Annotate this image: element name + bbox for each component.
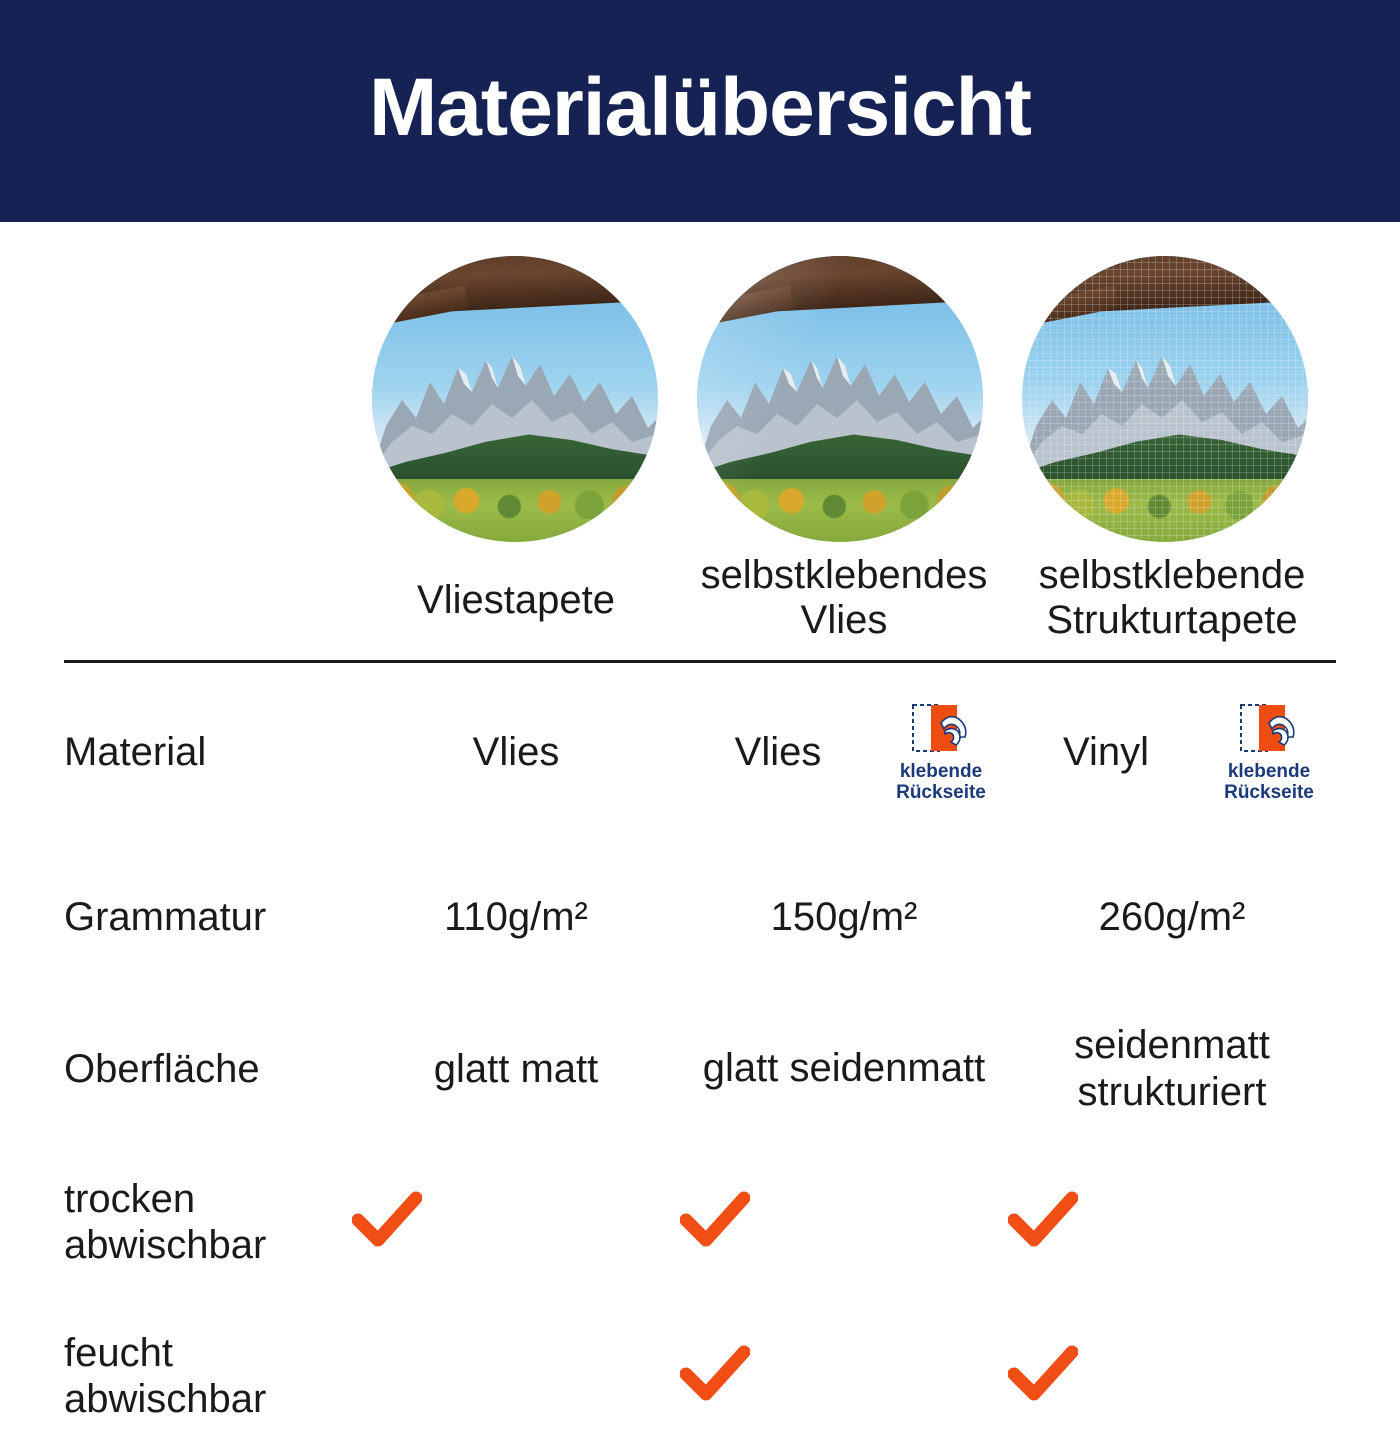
sample-cell-2 <box>677 256 1002 574</box>
row-label-feucht-abwischbar: feucht abwischbar <box>64 1330 267 1421</box>
adhesive-back-icon <box>1239 744 1299 761</box>
cell-oberflaeche-strukturtapete: seidenmatt strukturiert <box>1074 1022 1270 1114</box>
cell-feucht-strukturtapete <box>1008 1299 1336 1453</box>
row-label-trocken-abwischbar: trocken abwischbar <box>64 1176 267 1267</box>
row-label-oberflaeche: Oberfläche <box>64 1046 260 1091</box>
cell-material-value-2: Vlies <box>734 729 822 774</box>
badge-line-2: Rückseite <box>1224 781 1314 803</box>
check-icon <box>1008 1391 1078 1408</box>
table-row-feucht-abwischbar <box>64 1299 1336 1453</box>
klebende-rueckseite-badge <box>882 701 1000 803</box>
sample-vliestapete-image <box>372 256 658 542</box>
cell-feucht-vliestapete <box>352 1299 680 1453</box>
sample-cell-1 <box>352 256 677 574</box>
badge-line-1: klebende <box>1227 760 1311 782</box>
table-row-material <box>64 662 1336 842</box>
cell-trocken-selbstklebendes-vlies <box>680 1145 1008 1299</box>
page-title: Materialübersicht <box>369 62 1031 153</box>
page-header <box>0 0 1400 222</box>
sample-selbstklebendes-vlies-image <box>697 256 983 542</box>
cell-material-vliestapete: Vlies <box>472 729 560 774</box>
cell-oberflaeche-vliestapete: glatt matt <box>433 1046 599 1091</box>
check-icon <box>1008 1237 1078 1254</box>
product-header-vliestapete: Vliestapete <box>417 577 615 622</box>
cell-material-value-3: Vinyl <box>1063 729 1149 774</box>
klebende-rueckseite-badge <box>1210 701 1328 803</box>
cell-grammatur-selbstklebendes-vlies: 150g/m² <box>770 894 918 939</box>
sample-cell-3 <box>1002 256 1327 574</box>
check-icon <box>680 1391 750 1408</box>
table-row-grammatur <box>64 841 1336 993</box>
cell-feucht-selbstklebendes-vlies <box>680 1299 1008 1453</box>
table-header-row <box>64 540 1336 662</box>
adhesive-back-icon <box>911 744 971 761</box>
check-icon <box>680 1237 750 1254</box>
row-label-material: Material <box>64 729 207 774</box>
product-header-selbstklebendes-vlies: selbstklebendes Vlies <box>700 553 988 642</box>
cell-material-selbstklebendes-vlies <box>680 662 1008 842</box>
cell-trocken-vliestapete <box>352 1145 680 1299</box>
table-row-oberflaeche <box>64 993 1336 1145</box>
badge-line-1: klebende <box>899 760 983 782</box>
cell-material-strukturtapete <box>1008 662 1336 842</box>
row-label-grammatur: Grammatur <box>64 894 267 939</box>
material-samples-row <box>352 256 1328 574</box>
badge-line-2: Rückseite <box>896 781 986 803</box>
cell-trocken-strukturtapete <box>1008 1145 1336 1299</box>
product-header-strukturtapete: selbstklebende Strukturtapete <box>1038 553 1306 642</box>
cell-grammatur-strukturtapete: 260g/m² <box>1098 894 1246 939</box>
content-area <box>0 222 1400 1421</box>
header-empty-cell <box>64 540 352 662</box>
material-comparison-table <box>64 540 1336 1453</box>
check-icon <box>352 1237 422 1254</box>
sample-strukturtapete-image <box>1022 256 1308 542</box>
cell-grammatur-vliestapete: 110g/m² <box>444 894 588 939</box>
cell-oberflaeche-selbstklebendes-vlies: glatt seidenmatt <box>702 1046 986 1091</box>
table-row-trocken-abwischbar <box>64 1145 1336 1299</box>
